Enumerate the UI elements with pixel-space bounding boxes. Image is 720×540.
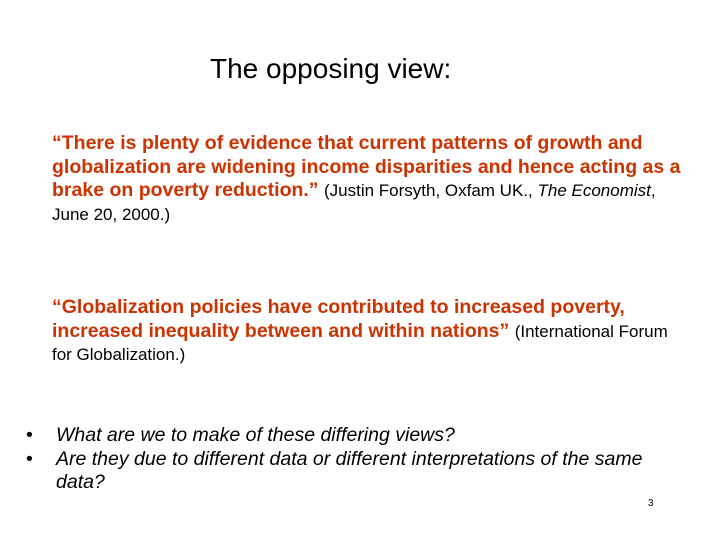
bullet-list [26, 424, 686, 495]
citation-publication: The Economist [537, 181, 651, 200]
bullet-item [26, 424, 686, 448]
bullet-item [26, 448, 686, 495]
quote-ifg [52, 296, 692, 367]
slide-title: The opposing view: [210, 53, 452, 84]
citation-prefix: (Justin Forsyth, Oxfam UK., [323, 181, 538, 200]
quote-citation: (International Forum for Globalization.) [52, 321, 668, 364]
bullet-text: Are they due to different data or different interpretations of the same data? [56, 447, 643, 493]
quote-text: “Globalization policies have contributed to increased poverty, increased inequality between and within nations” [52, 296, 625, 342]
slide-number: 3 [648, 498, 654, 509]
quote-text: “There is plenty of evidence that current patterns of growth and globalization are widening income disparities and hence acting as a brake on poverty reduction.” [52, 132, 681, 201]
bullet-text: What are we to make of these differing views? [56, 424, 455, 446]
bullet-marker: • [26, 447, 33, 470]
citation-suffix: , June 20, 2000.) [52, 181, 656, 224]
bullet-marker: • [26, 424, 33, 446]
quote-oxfam [52, 132, 692, 226]
